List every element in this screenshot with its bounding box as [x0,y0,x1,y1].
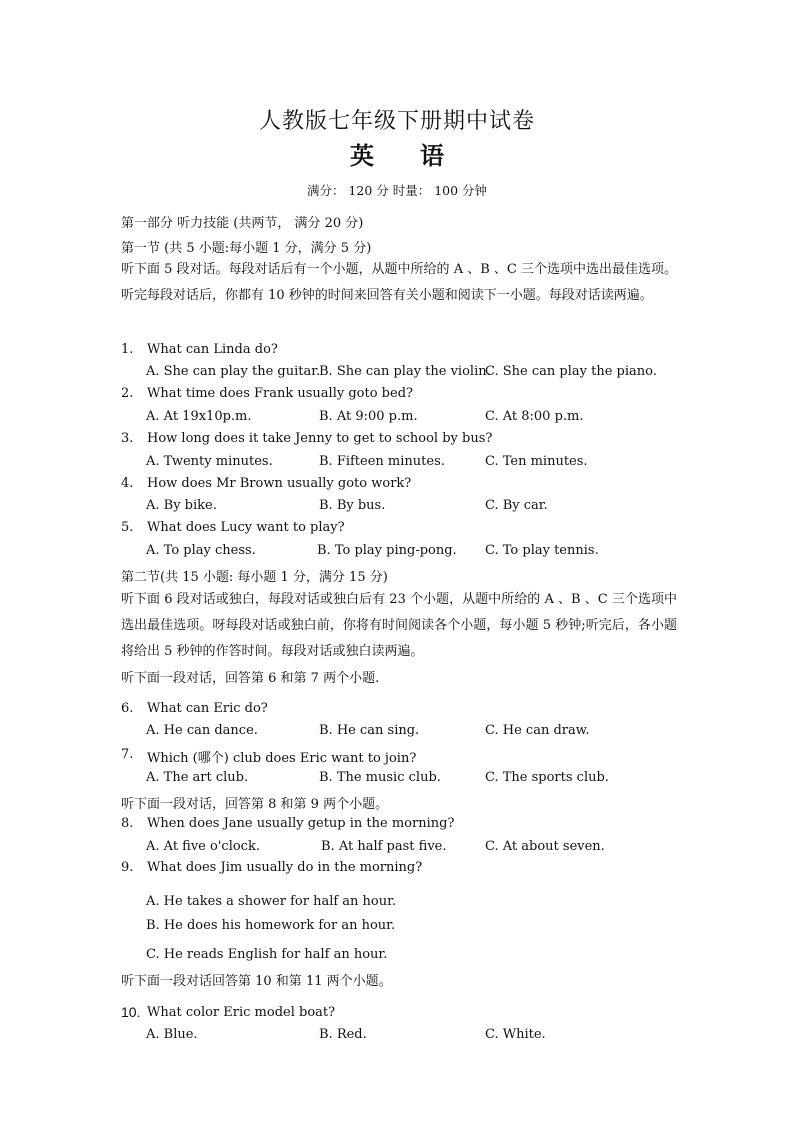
exam-meta: 满分： 120 分 时量： 100 分钟 [306,183,488,198]
option-b: B. At half past five. [321,839,447,854]
option-b: B. Red. [319,1027,367,1042]
option-b: B. He can sing. [319,723,420,738]
question-number: 6. [121,701,134,716]
question-text: Which (哪个) club does Eric want to join? [147,751,417,766]
question-number: 8. [121,816,134,831]
option-b: B. Fifteen minutes. [319,454,445,469]
option-a: A. By bike. [146,498,217,513]
option-a: A. He can dance. [146,723,258,738]
option-b: B. At 9:00 p.m. [319,409,418,424]
option-c: C. He can draw. [485,723,590,738]
section2-heading: 第二节(共 15 小题: 每小题 1 分，满分 15 分) [121,570,388,585]
option-b: B. By bus. [319,498,386,513]
question-text: How does Mr Brown usually goto work? [147,476,412,491]
section1-instructions: 听下面 5 段对话。每段对话后有一个小题，从题中所给的 A 、B 、C 三个选项中选出最佳选项。听完每段对话后，你都有 10 秒钟的时间来回答有关小题和阅读下一小题。每段对话读两遍。 [121,262,677,303]
question-number: 7. [121,747,134,762]
option-a: A. He takes a shower for half an hour. [146,894,397,909]
question-text: What color Eric model boat? [147,1005,336,1020]
option-c: C. By car. [485,498,548,513]
option-c: C. He reads English for half an hour. [146,947,388,962]
dialog-instruction: 听下面一段对话，回答第 6 和第 7 两个小题. [121,671,380,686]
option-c: C. To play tennis. [485,543,599,558]
option-b: B. She can play the violin. [319,364,491,379]
question-number: 4. [121,476,134,491]
option-a: A. At five o'clock. [146,839,260,854]
question-text: How long does it take Jenny to get to school by bus? [147,431,493,446]
dialog-instruction: 听下面一段对话回答第 10 和第 11 两个小题。 [121,974,392,989]
question-number: 1. [121,342,134,357]
option-a: A. The art club. [146,770,249,785]
option-b: B. He does his homework for an hour. [146,918,396,933]
question-number: 3. [121,431,134,446]
subject-title [0,136,794,171]
option-a: A. At 19x10p.m. [146,409,252,424]
dialog-instruction: 听下面一段对话，回答第 8 和第 9 两个小题。 [121,797,389,812]
question-number: 5. [121,520,134,535]
option-c: C. White. [485,1027,546,1042]
exam-title: 人教版七年级下册期中试卷 [258,109,535,134]
option-c: C. At about seven. [485,839,605,854]
option-a: A. She can play the guitar. [146,364,321,379]
option-c: C. The sports club. [485,770,609,785]
question-text: When does Jane usually getup in the morning? [147,816,455,831]
option-c: C. Ten minutes. [485,454,588,469]
question-text: What can Linda do? [147,342,278,357]
section2-instructions: 听下面 6 段对话或独白，每段对话或独白后有 23 个小题，从题中所给的 A 、B 、C 三个选项中选出最佳选项。呀每段对话或独白前，你将有时间阅读各个小题，每小题 5 秒钟;听完后，各小题将给出 5 秒钟的作答时间。每段对话或独白读两遍。 [121,592,677,659]
question-number: 9. [121,860,134,875]
subject-char-2: 语 [420,141,444,170]
option-c: C. She can play the piano. [485,364,657,379]
option-a: A. To play chess. [146,543,256,558]
subject-char-1: 英 [350,141,374,170]
question-number: 2. [121,386,134,401]
question-text: What does Jim usually do in the morning? [147,860,423,875]
option-a: A. Twenty minutes. [146,454,273,469]
option-c: C. At 8:00 p.m. [485,409,584,424]
question-number: 10. [121,1004,141,1020]
question-text: What does Lucy want to play? [147,520,345,535]
section1-heading: 第一节 (共 5 小题:每小题 1 分，满分 5 分) [121,241,372,256]
question-text: What time does Frank usually goto bed? [147,386,413,401]
question-text: What can Eric do? [147,701,268,716]
option-b: B. The music club. [319,770,441,785]
option-b: B. To play ping-pong. [317,543,457,558]
option-a: A. Blue. [146,1027,198,1042]
part1-heading: 第一部分 听力技能 (共两节， 满分 20 分) [121,216,364,231]
